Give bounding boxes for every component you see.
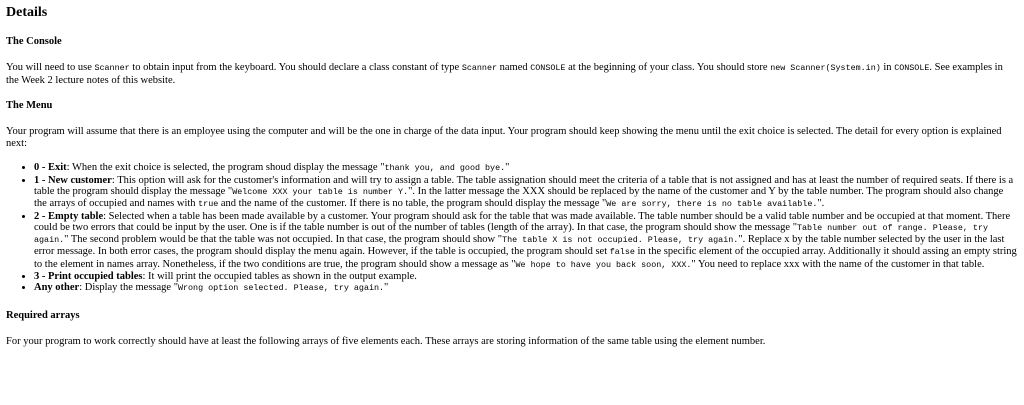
option-text: ". In the latter message the XXX should be replaced by the name of the customer and Y by the table number. The program should also change the arrays of occupied and names with <box>34 185 1004 210</box>
option-text: " The second problem would be that the table was not occupied. In that case, the program should show " <box>64 234 503 246</box>
option-label: 0 - Exit <box>34 162 67 174</box>
menu-heading: The Menu <box>6 100 53 112</box>
page-title: Details <box>6 5 48 20</box>
arrays-heading: Required arrays <box>6 309 80 321</box>
console-text-6: . See examples in the Week 2 lecture notes of this website. <box>6 62 1003 86</box>
console-heading: The Console <box>6 36 62 47</box>
option-text: and the name of the customer. If there is no table, the program should display the message " <box>218 198 607 210</box>
option-label: 2 - Empty table <box>34 210 104 222</box>
option-code: The table X is not occupied. Please, try again. <box>502 235 739 246</box>
option-code: thank you, and good bye. <box>384 163 506 174</box>
option-text: in the specific element of the occupied array. Additionally it should assing an empty string to the element in names array. Nonetheless, if the two conditions are true, the program should show a message as " <box>34 246 1017 270</box>
option-text: ". Replace x by the table number selected by the user in the last error message. In both error cases, the program should display the menu again. However, if the table is occupied, the program should set <box>34 234 1005 258</box>
option-text: ". <box>817 198 825 210</box>
menu-intro: Your program will assume that there is an employee using the computer and will be the one in charge of the data input. Your program should keep showing the menu until the exit choice is selected. The detail for every option is explained next: <box>6 126 1002 149</box>
menu-options-list <box>6 162 1018 294</box>
option-text: : Display the message " <box>79 282 178 294</box>
option-code: We are sorry, there is no table available. <box>606 199 818 210</box>
list-item-empty-table <box>34 211 1018 271</box>
console-text-3: named <box>497 62 531 73</box>
option-label: 1 - New customer <box>34 174 112 186</box>
option-code: Wrong option selected. Please, try again. <box>177 283 385 294</box>
console-paragraph <box>6 62 1018 86</box>
option-text: : This option will ask for the customer's information and will try to assign a table. The table assignation should meet the criteria of a table that is not assigned and has at least the number of required seats. If there is a table the program should display the message " <box>34 174 1014 197</box>
option-text: " <box>384 282 389 294</box>
option-label: 3 - Print occupied tables <box>34 271 143 283</box>
list-item-any-other <box>34 282 1018 294</box>
option-text: " You need to replace xxx with the name of the customer in that table. <box>691 258 985 270</box>
list-item-exit <box>34 162 1018 174</box>
console-code-constant-2: CONSOLE <box>894 63 930 73</box>
option-text: : It will print the occupied tables as shown in the output example. <box>142 271 417 283</box>
option-code: Welcome XXX your table is number Y. <box>232 186 409 197</box>
console-code-scanner: Scanner <box>94 63 130 73</box>
option-text: : Selected when a table has been made available by a customer. Your program should ask for the table that was made available. The table number should be a valid table number and be occupied at that moment. There could be two errors that could be input by the user. One is if the table number is out of the number of tables (length of the array). In that case, the program should show the message " <box>34 210 1011 233</box>
console-text-2: to obtain input from the keyboard. You should declare a class constant of type <box>129 62 462 73</box>
console-code-new-scanner: new Scanner(System.in) <box>770 63 881 73</box>
option-code: Table number out of range. Please, try again. <box>34 222 988 246</box>
console-text-1: You will need to use <box>6 62 95 73</box>
option-code: false <box>609 247 635 258</box>
console-code-constant: CONSOLE <box>530 63 566 73</box>
arrays-paragraph: For your program to work correctly should have at least the following arrays of five elements each. These arrays are storing information of the same table using the element number. <box>6 335 766 347</box>
list-item-new-customer <box>34 175 1018 211</box>
option-text: : When the exit choice is selected, the program shoud display the message " <box>66 162 385 174</box>
console-code-scanner-type: Scanner <box>461 63 497 73</box>
option-code: true <box>198 199 219 210</box>
option-text: " <box>505 162 510 174</box>
console-text-5: in <box>880 62 895 73</box>
console-text-4: at the beginning of your class. You should store <box>565 62 771 73</box>
option-code: We hope to have you back soon, XXX. <box>515 259 692 270</box>
list-item-print-tables <box>34 271 1018 282</box>
option-label: Any other <box>34 282 80 294</box>
